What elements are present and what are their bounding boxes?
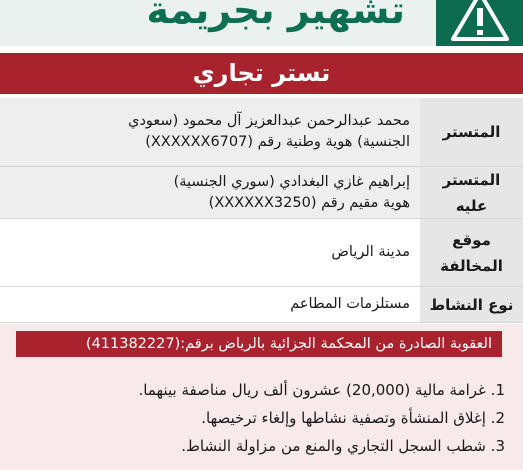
list-item: 1. غرامة مالية (20,000) عشرون ألف ريال مناصفة بينهما. [138, 381, 505, 399]
details-table [0, 98, 523, 323]
warning-triangle-icon [450, 0, 510, 42]
alert-box [436, 0, 523, 46]
category-banner: تستر تجاري [0, 53, 523, 94]
penalty-list [15, 376, 505, 460]
table-row [0, 167, 523, 219]
row-label: نوع النشاط [420, 287, 523, 322]
value-line: الجنسية) هوية وطنية رقم (XXXXXX6707) [145, 134, 410, 150]
penalty-heading: العقوبة الصادرة من المحكمة الجزائية بالرياض برقم:(411382227) [16, 331, 502, 357]
table-row [0, 98, 523, 167]
row-value [0, 167, 420, 218]
list-item: 3. شطب السجل التجاري والمنع من مزاولة النشاط. [181, 437, 505, 455]
row-value [0, 287, 420, 322]
row-label: المتستر عليه [420, 167, 523, 218]
page-title: تشهير بجريمة [146, 0, 405, 32]
value-line: هوية مقيم رقم (XXXXXX3250) [208, 194, 410, 211]
row-label: موقع المخالفة [420, 219, 523, 286]
value-line: محمد عبدالرحمن عبدالعزيز آل محمود (سعودي [128, 113, 410, 129]
list-item: 2. إغلاق المنشأة وتصفية نشاطها وإلغاء ترخيصها. [201, 409, 505, 427]
row-value [0, 219, 420, 286]
value-line: مدينة الرياض [331, 244, 410, 260]
value-line: إبراهيم غازي البغدادي (سوري الجنسية) [173, 173, 410, 190]
row-label: المتستر [420, 98, 523, 166]
value-line: مستلزمات المطاعم [290, 296, 410, 312]
table-row [0, 219, 523, 287]
table-row [0, 287, 523, 323]
row-value [0, 98, 420, 166]
